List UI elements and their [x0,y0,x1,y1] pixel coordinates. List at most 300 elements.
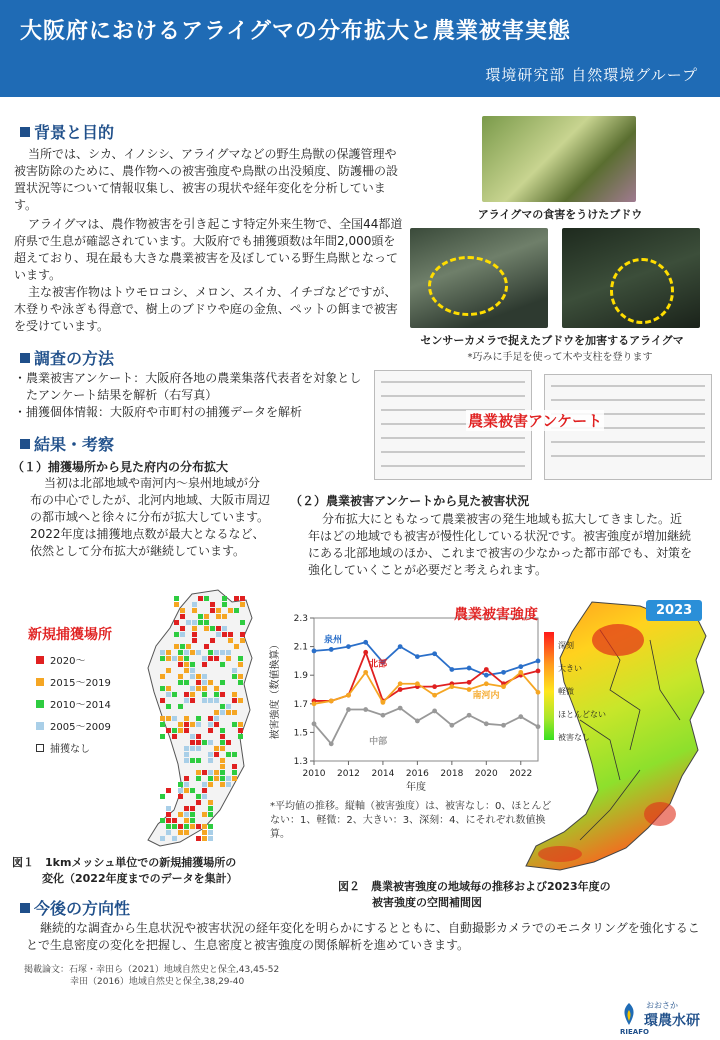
camera-photo-2 [562,228,700,328]
map-mesh-cell [208,680,213,685]
legend-item: 2015〜2019 [36,674,111,689]
data-point [501,684,506,689]
map-mesh-cell [166,650,171,655]
map-mesh-cell [214,710,219,715]
x-axis-label: 年度 [406,782,426,793]
map-mesh-cell [220,758,225,763]
map-mesh-cell [178,722,183,727]
map-mesh-cell [228,608,233,613]
map-mesh-cell [214,656,219,661]
damage-legend-item: 大きい [558,664,582,673]
data-point [381,700,386,705]
map-mesh-cell [202,674,207,679]
logo-name: 環農水研 [644,1013,700,1029]
data-point [449,667,454,672]
map-mesh-cell [184,746,189,751]
map-mesh-cell [196,770,201,775]
map-mesh-cell [160,716,165,721]
series-label: 北部 [369,659,388,670]
data-point [398,644,403,649]
map-mesh-cell [238,680,243,685]
camera-photo-note: *巧みに手足を使って木や支柱を登ります [467,352,653,363]
map-mesh-cell [226,776,231,781]
map-mesh-cell [172,656,177,661]
map-mesh-cell [184,662,189,667]
methods-item-1: ・農業被害アンケート：大阪府各地の農業集落代表者を対象としたアンケート結果を解析（右写真） [14,371,362,402]
map-mesh-cell [184,668,189,673]
data-point [467,713,472,718]
map-mesh-cell [184,830,189,835]
fig1-title: 新規捕獲場所 [28,627,112,643]
map-mesh-cell [160,674,165,679]
map-mesh-cell [216,632,221,637]
map-mesh-cell [196,716,201,721]
map-mesh-cell [190,788,195,793]
map-mesh-cell [222,602,227,607]
map-mesh-cell [178,794,183,799]
y-axis-label: 被害強度（数値換算） [270,639,281,740]
map-mesh-cell [220,710,225,715]
map-mesh-cell [202,830,207,835]
map-mesh-cell [196,746,201,751]
map-mesh-cell [190,746,195,751]
map-mesh-cell [192,620,197,625]
data-point [432,693,437,698]
logo-small-text: おおさか [646,1001,678,1010]
map-mesh-cell [184,722,189,727]
map-mesh-cell [190,740,195,745]
camera-photo-1 [410,228,548,328]
map-mesh-cell [192,638,197,643]
data-point [363,707,368,712]
institute-logo-icon [620,1002,638,1026]
logo-en: RIEAFO [620,1028,649,1036]
map-mesh-cell [208,758,213,763]
map-mesh-cell [240,632,245,637]
map-mesh-cell [226,710,231,715]
map-mesh-cell [174,596,179,601]
map-mesh-cell [232,674,237,679]
map-mesh-cell [190,722,195,727]
map-mesh-cell [198,614,203,619]
damage-legend [558,634,606,749]
legend-swatch-icon [36,722,44,730]
map-mesh-cell [210,626,215,631]
map-mesh-cell [226,782,231,787]
map-mesh-cell [184,752,189,757]
map-mesh-cell [180,614,185,619]
map-mesh-cell [220,776,225,781]
map-mesh-cell [226,704,231,709]
map-mesh-cell [166,716,171,721]
map-mesh-cell [210,602,215,607]
map-mesh-cell [180,608,185,613]
background-paragraph-3: 主な被害作物はトウモロコシ、メロン、スイカ、イチゴなどですが、木登りや泳ぎも得意で、樹上のブドウや庭の金魚、ペットの餌まで被害を受けています。 [14,285,398,333]
legend-swatch-icon [36,744,44,752]
map-mesh-cell [190,818,195,823]
series-label: 泉州 [324,635,343,646]
map-mesh-cell [214,716,219,721]
legend-item: 捕獲なし [36,740,90,755]
fig2-caption-1: 図２ 農業被害強度の地域毎の推移および2023年度の [338,880,611,893]
map-mesh-cell [226,650,231,655]
data-point [363,670,368,675]
map-mesh-cell [160,656,165,661]
legend-item: 2020〜 [36,652,85,667]
map-mesh-cell [222,626,227,631]
map-mesh-cell [184,812,189,817]
map-mesh-cell [234,596,239,601]
map-mesh-cell [214,650,219,655]
map-mesh-cell [220,692,225,697]
map-mesh-cell [190,812,195,817]
map-mesh-cell [222,632,227,637]
map-mesh-cell [166,818,171,823]
data-point [484,721,489,726]
data-point [432,651,437,656]
map-mesh-cell [208,728,213,733]
map-mesh-cell [166,788,171,793]
map-mesh-cell [208,716,213,721]
map-mesh-cell [220,746,225,751]
heading-square-icon [20,127,30,137]
map-mesh-cell [208,770,213,775]
map-mesh-cell [172,836,177,841]
map-mesh-cell [210,638,215,643]
results-paragraph-2: 分布拡大にともなって農業被害の発生地域も拡大してきました。近年はどの地域でも被害が慢性化している状況です。被害強度が増加継続にある北部地域のほか、これまで被害の少なかった都市部でも、対策を強化していくことが必要だと考えられます。 [308,512,693,577]
map-mesh-cell [202,680,207,685]
data-point [398,687,403,692]
data-point [312,648,317,653]
map-mesh-cell [202,656,207,661]
fig1-caption-1: 図１ 1kmメッシュ単位での新規捕獲場所の [12,856,237,869]
map-mesh-cell [196,686,201,691]
map-mesh-cell [220,764,225,769]
data-point [346,644,351,649]
map-mesh-cell [190,824,195,829]
map-mesh-cell [196,836,201,841]
map-mesh-cell [178,704,183,709]
data-point [381,713,386,718]
sheet-rule [551,441,705,443]
map-mesh-cell [222,614,227,619]
section-heading-background: 背景と目的 [20,120,114,143]
y-tick-label: 1.3 [293,757,308,767]
map-mesh-cell [216,626,221,631]
map-mesh-cell [190,806,195,811]
map-mesh-cell [160,836,165,841]
y-tick-label: 1.5 [293,728,308,739]
map-mesh-cell [204,644,209,649]
sheet-rule [551,385,705,387]
map-mesh-cell [190,650,195,655]
sheet-rule [381,465,525,467]
map-mesh-cell [240,602,245,607]
map-mesh-cell [192,608,197,613]
map-mesh-cell [240,596,245,601]
map-mesh-cell [192,632,197,637]
map-mesh-cell [238,722,243,727]
damage-legend-item: 深刻 [558,641,574,650]
map-mesh-cell [198,596,203,601]
map-mesh-cell [202,740,207,745]
map-mesh-cell [160,734,165,739]
map-mesh-cell [190,698,195,703]
map-mesh-cell [204,626,209,631]
map-mesh-cell [204,614,209,619]
map-mesh-cell [240,638,245,643]
map-mesh-cell [202,836,207,841]
map-mesh-cell [166,686,171,691]
map-mesh-cell [196,776,201,781]
map-mesh-cell [208,722,213,727]
map-mesh-cell [166,692,171,697]
map-mesh-cell [232,710,237,715]
fig2-line-chart [256,606,546,802]
map-mesh-cell [160,722,165,727]
map-mesh-cell [184,758,189,763]
map-mesh-cell [166,656,171,661]
fig1-legend [36,652,146,762]
grape-photo-caption: アライグマの食害をうけたブドウ [477,208,643,221]
map-mesh-cell [196,824,201,829]
reference-1: 掲載論文：石塚・幸田ら（2021）地域自然史と保全,43,45-52 [24,965,280,975]
map-mesh-cell [178,674,183,679]
map-mesh-cell [178,824,183,829]
data-point [329,741,334,746]
legend-item: 2010〜2014 [36,696,111,711]
map-mesh-cell [184,698,189,703]
map-mesh-cell [190,686,195,691]
data-point [398,706,403,711]
data-point [484,667,489,672]
map-mesh-cell [160,818,165,823]
map-mesh-cell [178,662,183,667]
reference-2: 幸田（2016）地域自然史と保全,38,29-40 [70,977,245,987]
map-mesh-cell [166,812,171,817]
map-mesh-cell [208,740,213,745]
section-heading-results: 結果・考察 [20,432,114,455]
data-point [484,681,489,686]
heading-square-icon [20,439,30,449]
x-tick-label: 2010 [302,769,326,779]
map-mesh-cell [238,674,243,679]
map-mesh-cell [208,806,213,811]
map-mesh-cell [166,830,171,835]
data-point [449,684,454,689]
sheet-rule [381,381,525,383]
background-paragraph-2: アライグマは、農作物被害を引き起こす特定外来生物で、全国44都道府県で生息が確認されています。大阪府でも捕獲頭数は年間2,000頭を超えており、現在最も大きな農業被害を及ぼしている野生鳥獣となっています。 [14,217,403,282]
map-mesh-cell [214,698,219,703]
map-mesh-cell [166,728,171,733]
data-point [312,701,317,706]
map-mesh-cell [208,698,213,703]
map-mesh-cell [214,776,219,781]
map-mesh-cell [186,644,191,649]
fig1-capture-map [140,588,264,852]
map-mesh-cell [178,656,183,661]
map-mesh-cell [178,788,183,793]
map-mesh-cell [210,608,215,613]
map-mesh-cell [180,626,185,631]
map-mesh-cell [184,680,189,685]
data-point [363,640,368,645]
map-mesh-cell [174,602,179,607]
x-tick-label: 2020 [474,769,498,779]
map-mesh-cell [202,662,207,667]
map-mesh-cell [220,782,225,787]
map-mesh-cell [174,620,179,625]
map-mesh-cell [222,596,227,601]
map-mesh-cell [184,806,189,811]
map-mesh-cell [238,734,243,739]
legend-swatch-icon [36,700,44,708]
map-mesh-cell [178,680,183,685]
data-point [346,707,351,712]
map-mesh-cell [220,680,225,685]
data-point [467,680,472,685]
fig1-caption-2: 変化（2022年度までのデータを集計） [42,872,238,885]
map-mesh-cell [172,716,177,721]
data-point [329,647,334,652]
series-label: 中部 [369,736,388,747]
map-mesh-cell [208,824,213,829]
y-tick-label: 2.1 [293,642,308,653]
data-point [398,681,403,686]
map-mesh-cell [192,602,197,607]
results-subheading-2: （２）農業被害アンケートから見た被害状況 [290,494,530,508]
map-mesh-cell [228,632,233,637]
data-point [329,699,334,704]
data-point [346,693,351,698]
map-mesh-cell [190,734,195,739]
map-mesh-cell [190,668,195,673]
data-point [432,709,437,714]
y-tick-label: 1.7 [293,699,308,710]
map-mesh-cell [202,788,207,793]
map-mesh-cell [160,650,165,655]
map-mesh-cell [166,704,171,709]
map-mesh-cell [208,830,213,835]
damage-colorbar [544,632,554,740]
map-mesh-cell [184,782,189,787]
map-mesh-cell [202,698,207,703]
map-mesh-cell [214,752,219,757]
data-point [501,723,506,728]
map-mesh-cell [196,722,201,727]
map-mesh-cell [196,758,201,763]
map-mesh-cell [238,662,243,667]
section-heading-methods: 調査の方法 [20,346,114,369]
map-mesh-cell [160,794,165,799]
map-mesh-cell [202,824,207,829]
map-mesh-cell [214,686,219,691]
map-mesh-cell [172,824,177,829]
map-mesh-cell [178,728,183,733]
map-mesh-cell [190,662,195,667]
heading-square-icon [20,353,30,363]
map-mesh-cell [186,620,191,625]
map-mesh-cell [196,794,201,799]
map-mesh-cell [166,806,171,811]
map-mesh-cell [172,728,177,733]
map-mesh-cell [232,776,237,781]
map-mesh-cell [198,620,203,625]
map-mesh-cell [214,722,219,727]
map-mesh-cell [184,650,189,655]
map-mesh-cell [226,656,231,661]
map-mesh-cell [172,818,177,823]
map-mesh-cell [180,644,185,649]
data-point [363,650,368,655]
map-mesh-cell [204,620,209,625]
map-mesh-cell [178,650,183,655]
map-mesh-cell [184,776,189,781]
sheet-rule [381,395,525,397]
map-mesh-cell [208,650,213,655]
map-mesh-cell [220,650,225,655]
map-mesh-cell [184,818,189,823]
map-mesh-cell [220,770,225,775]
series-label: 南河内 [472,691,500,702]
map-mesh-cell [190,692,195,697]
map-mesh-cell [196,800,201,805]
map-mesh-cell [238,698,243,703]
data-point [501,670,506,675]
map-mesh-cell [174,644,179,649]
sheet-rule [381,451,525,453]
x-tick-label: 2022 [509,769,533,779]
map-mesh-cell [172,734,177,739]
map-mesh-cell [204,596,209,601]
map-mesh-cell [196,680,201,685]
sheet-rule [551,455,705,457]
map-mesh-cell [220,740,225,745]
map-mesh-cell [172,692,177,697]
map-mesh-cell [228,638,233,643]
map-mesh-cell [220,734,225,739]
heading-square-icon [20,903,30,913]
results-subheading-1: （１）捕獲場所から見た府内の分布拡大 [12,460,229,474]
map-mesh-cell [202,794,207,799]
legend-swatch-icon [36,678,44,686]
map-mesh-cell [232,752,237,757]
map-mesh-cell [220,728,225,733]
map-mesh-cell [232,764,237,769]
survey-label: 農業被害アンケート [468,412,603,430]
data-point [312,721,317,726]
map-mesh-cell [238,656,243,661]
map-mesh-cell [232,770,237,775]
map-mesh-cell [226,740,231,745]
map-mesh-cell [192,626,197,631]
methods-item-2: ・捕獲個体情報：大阪府や市町村の捕獲データを解析 [14,405,303,419]
camera-photo-caption: センサーカメラで捉えたブドウを加害するアライグマ [420,334,684,347]
map-mesh-cell [202,812,207,817]
map-mesh-cell [208,836,213,841]
map-mesh-cell [214,746,219,751]
map-mesh-cell [232,692,237,697]
map-mesh-cell [208,812,213,817]
map-mesh-cell [166,668,171,673]
data-point [415,654,420,659]
sheet-rule [551,399,705,401]
map-mesh-cell [232,698,237,703]
map-mesh-cell [196,674,201,679]
map-mesh-cell [196,740,201,745]
sheet-rule [381,437,525,439]
map-mesh-cell [196,650,201,655]
